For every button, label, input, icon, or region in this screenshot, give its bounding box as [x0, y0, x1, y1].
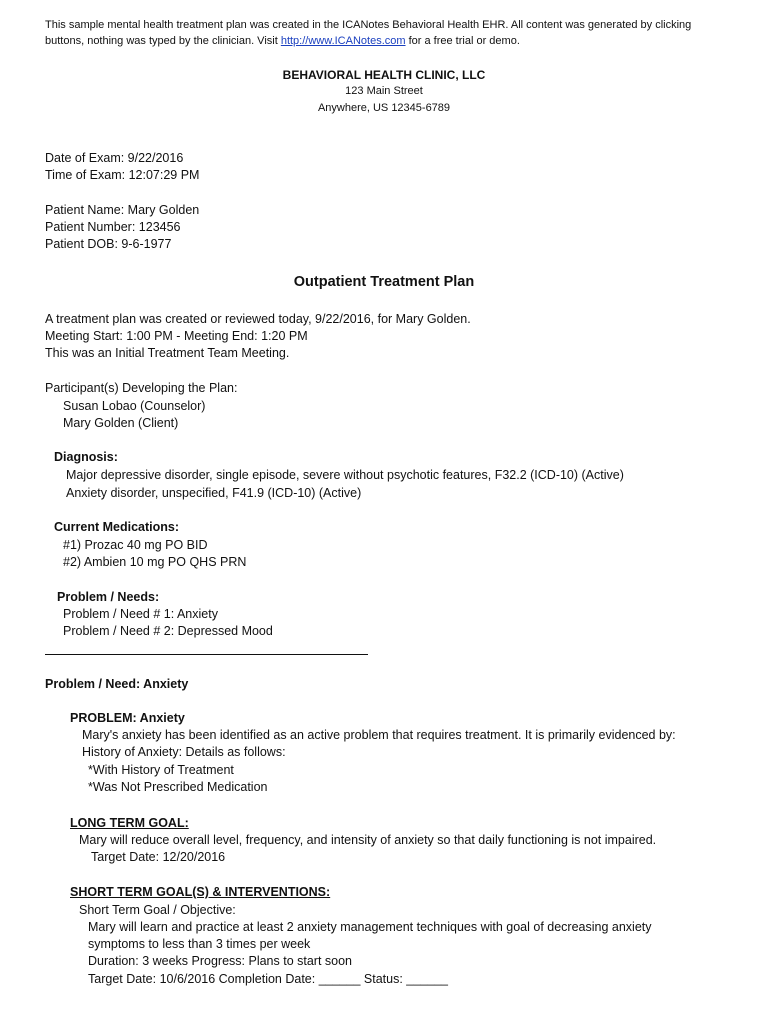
intro-line-2: Meeting Start: 1:00 PM - Meeting End: 1:20 PM: [45, 329, 308, 343]
short-term-goal-text: symptoms to less than 3 times per week: [88, 937, 311, 951]
patient-number: Patient Number: 123456: [45, 220, 181, 234]
history-item: *Was Not Prescribed Medication: [88, 780, 268, 794]
problems-heading: Problem / Needs:: [57, 590, 160, 604]
diagnosis-item: Major depressive disorder, single episode, severe without psychotic features, F32.2 (ICD-10) (Active): [66, 468, 624, 482]
short-term-goal-label: Short Term Goal / Objective:: [79, 903, 236, 917]
patient-name: Patient Name: Mary Golden: [45, 203, 200, 217]
medication-item: #2) Ambien 10 mg PO QHS PRN: [63, 555, 247, 569]
problem-heading: PROBLEM: Anxiety: [70, 711, 185, 725]
diagnosis-item: Anxiety disorder, unspecified, F41.9 (ICD-10) (Active): [66, 486, 362, 500]
medications-heading: Current Medications:: [54, 520, 180, 534]
notice-text-pre: buttons, nothing was typed by the clinician. Visit: [45, 35, 281, 47]
problem-item: Problem / Need # 1: Anxiety: [63, 607, 218, 621]
short-term-goal-target: Target Date: 10/6/2016 Completion Date: ______ Status: ______: [88, 972, 448, 986]
exam-time: Time of Exam: 12:07:29 PM: [45, 168, 200, 182]
participant-item: Susan Lobao (Counselor): [63, 399, 206, 413]
intro-line-1: A treatment plan was created or reviewed today, 9/22/2016, for Mary Golden.: [45, 312, 471, 326]
history-heading: History of Anxiety: Details as follows:: [82, 745, 286, 759]
history-item: *With History of Treatment: [88, 763, 234, 777]
problem-item: Problem / Need # 2: Depressed Mood: [63, 624, 273, 638]
long-term-goal-heading: LONG TERM GOAL:: [70, 816, 189, 830]
notice-text-post: for a free trial or demo.: [405, 35, 520, 47]
medication-item: #1) Prozac 40 mg PO BID: [63, 538, 208, 552]
icanotes-link[interactable]: http://www.ICANotes.com: [280, 35, 406, 47]
notice-line-2: [45, 34, 520, 48]
section-heading: Problem / Need: Anxiety: [45, 677, 189, 691]
exam-date: Date of Exam: 9/22/2016: [45, 151, 184, 165]
problem-text: Mary's anxiety has been identified as an active problem that requires treatment. It is primarily evidenced by:: [82, 728, 676, 742]
intro-line-3: This was an Initial Treatment Team Meeting.: [45, 346, 290, 360]
participant-item: Mary Golden (Client): [63, 416, 179, 430]
short-term-goal-duration: Duration: 3 weeks Progress: Plans to start soon: [88, 954, 353, 968]
patient-dob: Patient DOB: 9-6-1977: [45, 237, 172, 251]
section-divider: [45, 654, 368, 655]
clinic-name: BEHAVIORAL HEALTH CLINIC, LLC: [282, 68, 486, 82]
page-title: Outpatient Treatment Plan: [293, 274, 475, 290]
short-term-goal-heading: SHORT TERM GOAL(S) & INTERVENTIONS:: [70, 885, 331, 899]
short-term-goal-text: Mary will learn and practice at least 2 anxiety management techniques with goal of decreasing anxiety: [88, 920, 652, 934]
notice-line-1: This sample mental health treatment plan was created in the ICANotes Behavioral Health EHR. All content was generated by clicking: [45, 19, 692, 31]
long-term-goal-text: Mary will reduce overall level, frequency, and intensity of anxiety so that daily functioning is not impaired.: [79, 833, 657, 847]
participants-heading: Participant(s) Developing the Plan:: [45, 381, 238, 395]
diagnosis-heading: Diagnosis:: [54, 450, 118, 464]
clinic-street: 123 Main Street: [345, 85, 423, 97]
long-term-goal-target: Target Date: 12/20/2016: [91, 850, 226, 864]
clinic-city: Anywhere, US 12345-6789: [317, 102, 451, 114]
